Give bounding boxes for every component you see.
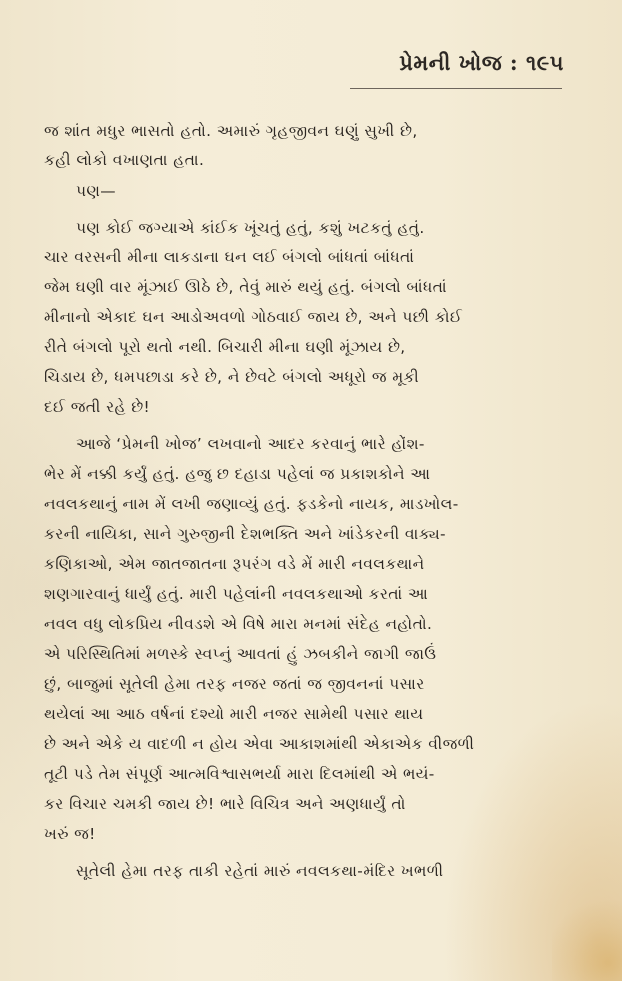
paper-stain [552, 891, 622, 981]
body-line: કણિકાઓ, એમ જાતજાતના રૂપરંગ વડે મેં મારી નવલકથાને [44, 555, 425, 573]
body-line: જેમ ઘણી વાર મૂંઝાઈ ઊઠે છે, તેવું મારું થયું હતું. બંગલો બાંધતાં [44, 278, 448, 296]
body-line: ચિડાય છે, ધમપછાડા કરે છે, ને છેવટે બંગલો અધૂરો જ મૂકી [44, 368, 420, 386]
body-line: સૂતેલી હેમા તરફ તાકી રહેતાં મારું નવલકથા-મંદિર ખભળી [76, 862, 444, 880]
body-line: જ શાંત મધુર ભાસતો હતો. અમારું ગૃહજીવન ઘણું સુખી છે, [44, 122, 418, 140]
body-line: મીનાનો એકાદ ઘન આડોઅવળો ગોઠવાઈ જાય છે, અને પછી કોઈ [44, 308, 463, 326]
body-line: આજે ‘પ્રેમની ખોજ’ લખવાનો આદર કરવાનું ભારે હોંશ- [76, 435, 425, 453]
body-line: નવલકથાનું નામ મેં લખી જણાવ્યું હતું. ફડકેનો નાયક, માડખોલ- [44, 495, 459, 513]
body-line: છે અને એકે ય વાદળી ન હોય એવા આકાશમાંથી એકાએક વીજળી [44, 735, 475, 753]
body-line: એ પરિસ્થિતિમાં મળસ્કે સ્વપ્નું આવતાં હું ઝબકીને જાગી જાઉં [44, 645, 437, 663]
header-rule [350, 88, 562, 89]
body-line: ચાર વરસની મીના લાકડાના ઘન લઈ બંગલો બાંધતાં બાંધતાં [44, 248, 415, 266]
body-line: પણ કોઈ જગ્યાએ કાંઈક ખૂંચતું હતું, કશું ખટકતું હતું. [76, 219, 425, 237]
body-line: કર વિચાર ચમકી જાય છે! ભારે વિચિત્ર અને અણધાર્યું તો [44, 795, 406, 813]
body-line: કરની નાયિકા, સાને ગુરુજીની દેશભક્તિ અને ખાંડેકરની વાક્ય- [44, 525, 447, 543]
body-line: કહી લોકો વખાણતા હતા. [44, 151, 205, 169]
body-line: તૂટી પડે તેમ સંપૂર્ણ આત્મવિશ્વાસભર્યા મારા દિલમાંથી એ ભયં- [44, 765, 435, 783]
body-line: દઈ જતી રહે છે! [44, 398, 151, 416]
body-line: નવલ વધુ લોકપ્રિય નીવડશે એ વિષે મારા મનમાં સંદેહ નહોતો. [44, 615, 433, 633]
body-line: ખરું જ! [44, 825, 96, 843]
body-line: થયેલાં આ આઠ વર્ષનાં દશ્યો મારી નજર સામેથી પસાર થાય [44, 705, 424, 723]
body-line: છું, બાજુમાં સૂતેલી હેમા તરફ નજર જતાં જ જીવનનાં પસાર [44, 675, 425, 693]
body-line: પણ— [76, 182, 117, 200]
body-line: ભેર મેં નક્કી કર્યું હતું. હજુ છ દહાડા પહેલાં જ પ્રકાશકોને આ [44, 465, 431, 483]
body-line: શણગારવાનું ધાર્યું હતું. મારી પહેલાંની નવલકથાઓ કરતાં આ [44, 585, 429, 603]
running-header: પ્રેમની ખોજ : ૧૯૫ [399, 50, 564, 75]
body-line: રીતે બંગલો પૂરો થતો નથી. બિચારી મીના ઘણી મૂંઝાય છે, [44, 338, 406, 356]
